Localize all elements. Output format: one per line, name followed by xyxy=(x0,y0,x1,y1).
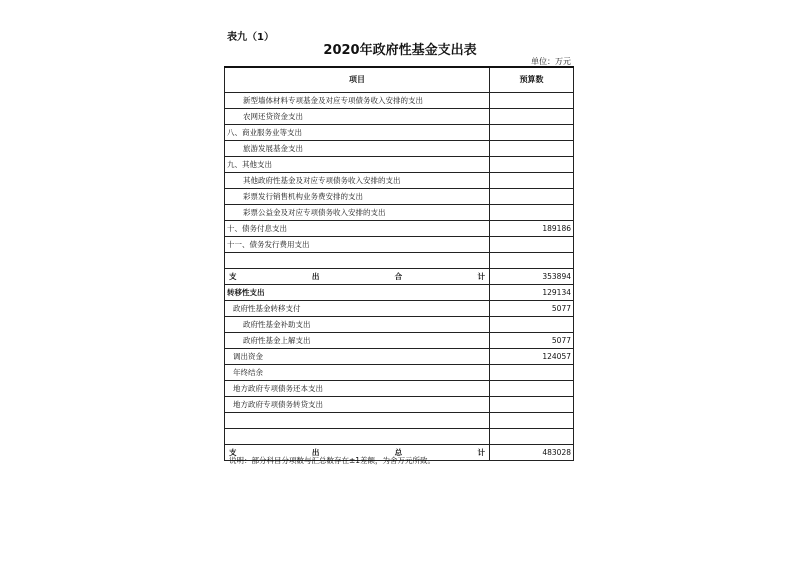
row-label: 调出资金 xyxy=(225,349,490,365)
row-label: 政府性基金转移支付 xyxy=(225,301,490,317)
table-row xyxy=(225,221,574,237)
unit-label: 单位：万元 xyxy=(531,57,571,66)
row-amount xyxy=(490,397,574,413)
subtotal-label xyxy=(225,269,490,285)
grand-total-char: 出 xyxy=(311,448,320,457)
row-amount: 5077 xyxy=(490,333,574,349)
table-row xyxy=(225,413,574,429)
table-row xyxy=(225,205,574,221)
row-label: 彩票发行销售机构业务费安排的支出 xyxy=(225,189,490,205)
subtotal-char: 支 xyxy=(229,272,237,281)
row-amount: 124057 xyxy=(490,349,574,365)
row-amount xyxy=(490,365,574,381)
row-label: 地方政府专项债务还本支出 xyxy=(225,381,490,397)
subtotal-row xyxy=(225,269,574,285)
table-row xyxy=(225,397,574,413)
table-row xyxy=(225,237,574,253)
column-header-amount: 预算数 xyxy=(490,67,574,93)
table-row xyxy=(225,173,574,189)
row-label: 彩票公益金及对应专项债务收入安排的支出 xyxy=(225,205,490,221)
table-row xyxy=(225,285,574,301)
grand-total-amount: 483028 xyxy=(490,445,574,461)
row-amount xyxy=(490,413,574,429)
table-row xyxy=(225,365,574,381)
row-label: 八、商业服务业等支出 xyxy=(225,125,490,141)
table-row xyxy=(225,157,574,173)
grand-total-char: 支 xyxy=(229,448,237,457)
row-label xyxy=(225,429,490,445)
column-header-item: 项目 xyxy=(225,67,490,93)
row-label xyxy=(225,413,490,429)
row-amount xyxy=(490,157,574,173)
table-row xyxy=(225,109,574,125)
row-amount xyxy=(490,141,574,157)
table-number: 表九（1） xyxy=(227,32,274,43)
table-row xyxy=(225,429,574,445)
row-label: 其他政府性基金及对应专项债务收入安排的支出 xyxy=(225,173,490,189)
row-label: 旅游发展基金支出 xyxy=(225,141,490,157)
row-amount xyxy=(490,205,574,221)
row-label: 政府性基金补助支出 xyxy=(225,317,490,333)
table-row xyxy=(225,93,574,109)
subtotal-amount: 353894 xyxy=(490,269,574,285)
subtotal-char: 出 xyxy=(311,272,320,281)
table-row xyxy=(225,333,574,349)
row-label: 转移性支出 xyxy=(225,285,490,301)
row-amount xyxy=(490,381,574,397)
table-row xyxy=(225,317,574,333)
row-amount xyxy=(490,93,574,109)
page-title: 2020年政府性基金支出表 xyxy=(323,43,477,58)
footnote: 说明：部分科目分项数与汇总数存在±1差额，为舍万元所致。 xyxy=(229,456,436,465)
row-amount xyxy=(490,317,574,333)
row-amount: 189186 xyxy=(490,221,574,237)
table-row xyxy=(225,381,574,397)
row-amount: 5077 xyxy=(490,301,574,317)
row-amount xyxy=(490,189,574,205)
expenditure-table xyxy=(224,66,574,461)
row-amount xyxy=(490,173,574,189)
table-row xyxy=(225,141,574,157)
row-amount xyxy=(490,125,574,141)
row-amount xyxy=(490,253,574,269)
row-label: 政府性基金上解支出 xyxy=(225,333,490,349)
row-label: 十一、债务发行费用支出 xyxy=(225,237,490,253)
table-row xyxy=(225,349,574,365)
subtotal-char: 计 xyxy=(477,272,485,281)
row-amount xyxy=(490,237,574,253)
grand-total-char: 总 xyxy=(394,448,403,457)
row-amount: 129134 xyxy=(490,285,574,301)
grand-total-char: 计 xyxy=(477,448,485,457)
table-row xyxy=(225,253,574,269)
row-label: 新型墙体材料专项基金及对应专项债务收入安排的支出 xyxy=(225,93,490,109)
table-row xyxy=(225,301,574,317)
row-label: 农网还贷资金支出 xyxy=(225,109,490,125)
row-amount xyxy=(490,109,574,125)
table-row xyxy=(225,125,574,141)
row-label xyxy=(225,253,490,269)
row-label: 十、债务付息支出 xyxy=(225,221,490,237)
table-row xyxy=(225,189,574,205)
subtotal-char: 合 xyxy=(394,272,403,281)
table-header-row xyxy=(225,67,574,93)
row-amount xyxy=(490,429,574,445)
row-label: 年终结余 xyxy=(225,365,490,381)
row-label: 九、其他支出 xyxy=(225,157,490,173)
row-label: 地方政府专项债务转贷支出 xyxy=(225,397,490,413)
